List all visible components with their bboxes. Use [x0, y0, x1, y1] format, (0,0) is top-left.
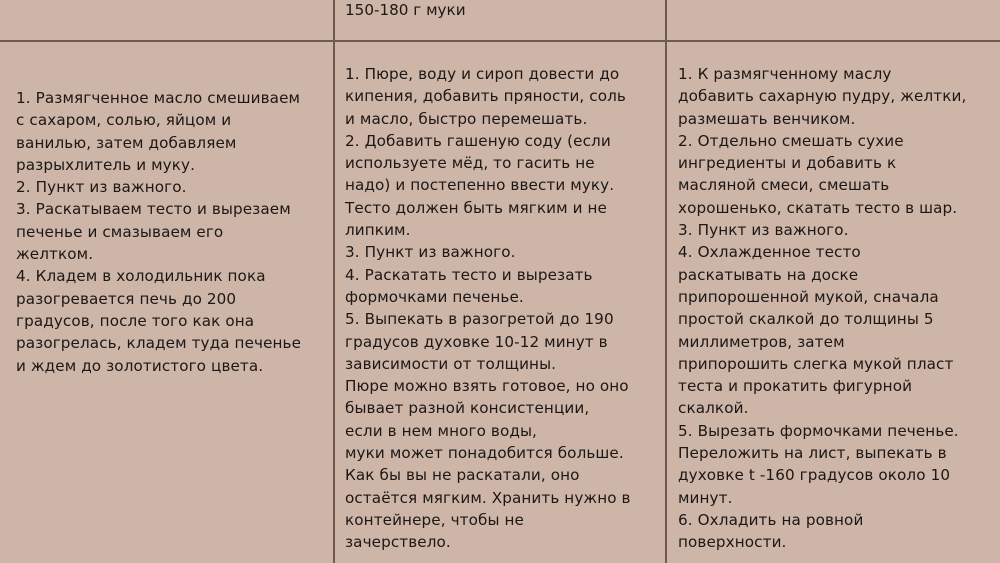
instruction-line: 5. Выпекать в разогретой до 190 — [345, 310, 614, 329]
instruction-line: ингредиенты и добавить к — [678, 154, 897, 173]
instruction-line: 3. Раскатываем тесто и вырезаем — [16, 200, 291, 219]
instruction-line: 1. К размягченному маслу — [678, 65, 892, 83]
instruction-line: припорошенной мукой, сначала — [678, 287, 939, 306]
instruction-line: разрыхлитель и муку. — [16, 155, 196, 174]
instruction-line: хорошенько, скатать тесто в шар. — [678, 198, 958, 217]
instruction-line: бывает разной консистенции, — [345, 399, 590, 418]
instruction-line: миллиметров, затем — [678, 332, 845, 351]
instruction-line: масляной смеси, смешать — [678, 176, 890, 195]
column-divider-1 — [333, 0, 335, 563]
instruction-line: желтком. — [16, 245, 94, 264]
instruction-line: разогревается печь до 200 — [16, 289, 237, 308]
instruction-line: духовке t -160 градусов около 10 — [678, 466, 951, 485]
instruction-line: с сахаром, солью, яйцом и — [16, 111, 232, 130]
instruction-line: используете мёд, то гасить не — [345, 154, 595, 173]
instruction-line: скалкой. — [678, 399, 749, 418]
instruction-line: 3. Пункт из важного. — [345, 243, 516, 262]
instruction-line: 4. Охлажденное тесто — [678, 243, 861, 262]
instructions-column-2 — [345, 63, 631, 554]
instruction-line: контейнере, чтобы не — [345, 510, 524, 529]
instruction-line: и ждем до золотистого цвета. — [16, 356, 264, 375]
instruction-line: размешать венчиком. — [678, 109, 856, 128]
instruction-line: градусов, после того как она — [16, 311, 255, 330]
instruction-line: 2. Отдельно смешать сухие — [678, 131, 904, 150]
instruction-line: Как бы вы не раскатали, оно — [345, 466, 580, 485]
top-cell-col2: 150-180 г муки — [345, 1, 466, 19]
instruction-line: надо) и постепенно ввести муку. — [345, 176, 615, 195]
instruction-line: градусов духовке 10-12 минут в — [345, 332, 608, 351]
instruction-line: минут. — [678, 488, 733, 507]
instruction-line: печенье и смазываем его — [16, 222, 224, 241]
instruction-line: поверхности. — [678, 533, 787, 552]
instruction-line: 5. Вырезать формочками печенье. — [678, 421, 959, 440]
instruction-line: Переложить на лист, выпекать в — [678, 444, 947, 463]
instruction-line: 2. Пункт из важного. — [16, 178, 187, 197]
instruction-line: 6. Охладить на ровной — [678, 510, 864, 529]
instruction-line: припорошить слегка мукой пласт — [678, 354, 954, 373]
instruction-line: 1. Размягченное масло смешиваем — [16, 89, 301, 107]
instruction-line: 4. Раскатать тесто и вырезать — [345, 265, 593, 284]
row-divider — [0, 40, 1000, 42]
instruction-line: зачерствело. — [345, 533, 451, 552]
instruction-line: зависимости от толщины. — [345, 354, 557, 373]
instruction-line: теста и прокатить фигурной — [678, 377, 913, 396]
instruction-line: простой скалкой до толщины 5 — [678, 310, 934, 329]
instructions-column-1 — [16, 87, 301, 377]
instruction-line: добавить сахарную пудру, желтки, — [678, 87, 967, 106]
instruction-line: липким. — [345, 221, 411, 240]
instruction-line: если в нем много воды, — [345, 421, 537, 440]
instruction-line: раскатывать на доске — [678, 265, 859, 284]
instruction-line: 1. Пюре, воду и сироп довести до — [345, 65, 620, 83]
instruction-line: 3. Пункт из важного. — [678, 221, 849, 240]
instruction-line: остаётся мягким. Хранить нужно в — [345, 488, 631, 507]
instruction-line: кипения, добавить пряности, соль — [345, 87, 626, 106]
instruction-line: формочками печенье. — [345, 287, 524, 306]
instruction-line: и масло, быстро перемешать. — [345, 109, 588, 128]
instruction-line: Тесто должен быть мягким и не — [345, 198, 607, 217]
instruction-line: 2. Добавить гашеную соду (если — [345, 131, 611, 150]
instruction-line: муки может понадобится больше. — [345, 444, 624, 463]
instruction-line: Пюре можно взять готовое, но оно — [345, 377, 629, 396]
column-divider-2 — [665, 0, 667, 563]
instruction-line: ванилью, затем добавляем — [16, 133, 237, 152]
instruction-line: 4. Кладем в холодильник пока — [16, 267, 266, 286]
instructions-column-3 — [678, 63, 966, 554]
instruction-line: разогрелась, кладем туда печенье — [16, 334, 302, 353]
